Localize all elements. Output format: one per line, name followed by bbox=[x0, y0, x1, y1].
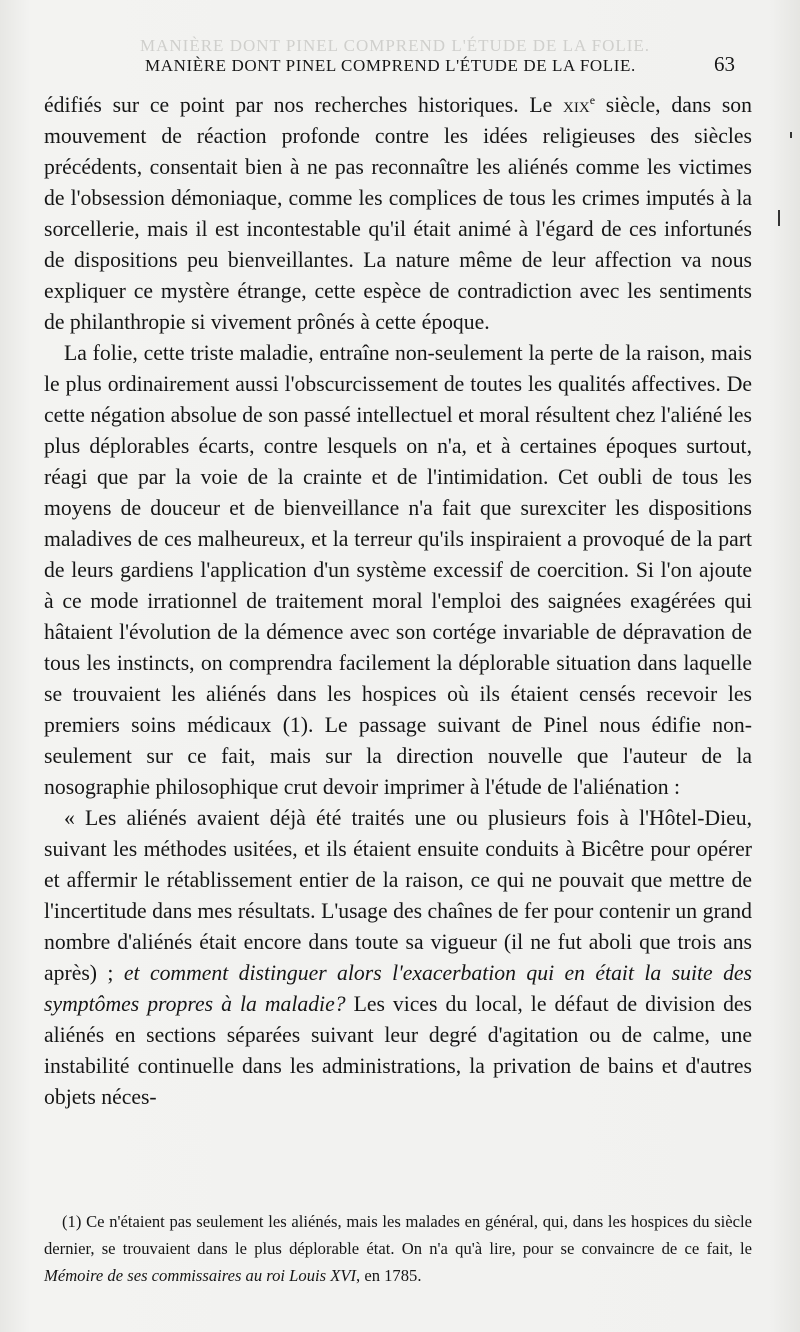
paragraph-2-text: La folie, cette triste maladie, entraîne non-seulement la perte de la raison, mais le plus ordinairement aussi l'obscurcissement de toutes les qualités affectives. De cette négation absolue de son passé intellectuel et moral résultent chez l'aliéné les plus déplorables écarts, contre lesquels on n'a, et à certaines époques surtout, réagi que par la voie de la crainte et de l'intimidation. Cet oubli de tous les moyens de douceur et de bienveillance n'a fait que surexciter les dispositions maladives de ces malheureux, et la terreur qu'ils inspiraient a provoqué de la part de leurs gardiens l'application d'un système excessif de coercition. Si l'on ajoute à ce mode irrationnel de traitement moral l'emploi des saignées exagérées qui hâtaient l'évolution de la démence avec son cortége invariable de dépravation de tous les instincts, on comprendra facilement la déplorable situation dans laquelle se trouvaient les aliénés dans les hospices où ils étaient censés recevoir les premiers soins médicaux bbox=[44, 341, 752, 737]
paragraph-2-continuation: . Le passage suivant de Pinel nous édifie non-seulement sur ce fait, mais sur la direction nouvelle que l'auteur de la nosographie philosophique crut devoir imprimer à l'étude de l'aliénation : bbox=[44, 713, 752, 799]
paragraph-1 bbox=[44, 90, 752, 338]
bleed-through-heading: MANIÈRE DONT PINEL COMPREND L'ÉTUDE DE LA FOLIE. bbox=[140, 36, 651, 55]
quotation-text: « Les aliénés avaient déjà été traités une ou plusieurs fois à l'Hôtel-Dieu, suivant les méthodes usitées, et ils étaient ensuite conduits à Bicêtre pour opérer et affermir le rétablissement entier de la raison, ce qui ne pouvait que mettre de l'incertitude dans mes résultats. L'usage des chaînes de fer pour contenir un grand nombre d'aliénés était encore dans toute sa vigueur (il ne fut aboli que trois ans après) ; bbox=[44, 806, 752, 985]
footnote-1 bbox=[44, 1208, 752, 1289]
paragraph-1-text: édifiés sur ce point par nos recherches historiques. Le bbox=[44, 93, 564, 117]
century-numeral: xix bbox=[563, 93, 590, 117]
margin-mark bbox=[778, 210, 780, 226]
footnote-text: (1) Ce n'étaient pas seulement les aliénés, mais les malades en général, qui, dans les hospices du siècle dernier, se trouvaient dans le plus déplorable état. On n'a qu'à lire, pour se convaincre de ce fait, le bbox=[44, 1212, 752, 1258]
quotation-continuation: Les vices du local, le défaut de division des aliénés en sections séparées suivant leur degré d'agitation ou de calme, une instabilité continuelle dans les administrations, la privation de bains et d'autres objets néces- bbox=[44, 992, 752, 1109]
paragraph-3-quotation bbox=[44, 803, 752, 1113]
quotation-italic: et comment distinguer alors l'exacerbation qui en était la suite des symptômes propres à la maladie? bbox=[44, 961, 752, 1016]
century-superscript: e bbox=[589, 93, 596, 107]
footnote-italic-title: Mémoire de ses commissaires au roi Louis XVI bbox=[44, 1266, 357, 1285]
margin-mark bbox=[790, 132, 792, 138]
body-text bbox=[44, 90, 752, 1113]
page-number: 63 bbox=[714, 52, 735, 76]
footnote-tail: , en 1785. bbox=[356, 1266, 422, 1285]
footnotes bbox=[44, 1208, 752, 1289]
paragraph-1-continuation: siècle, dans son mouvement de réaction profonde contre les idées religieuses des siècles précédents, consentait bien à ne pas reconnaître les aliénés comme les victimes de l'obsession démoniaque, comme les complices de tous les crimes imputés à la sorcellerie, mais il est incontestable qu'il était animé à l'égard de ces infortunés de dispositions peu bienveillantes. La nature même de leur affection va nous expliquer ce mystère étrange, cette espèce de contradiction avec les sentiments de philanthropie si vivement prônés à cette époque. bbox=[44, 93, 752, 334]
paragraph-2 bbox=[44, 338, 752, 803]
footnote-reference: (1) bbox=[282, 713, 308, 737]
running-title: MANIÈRE DONT PINEL COMPREND L'ÉTUDE DE LA FOLIE. bbox=[145, 56, 636, 75]
